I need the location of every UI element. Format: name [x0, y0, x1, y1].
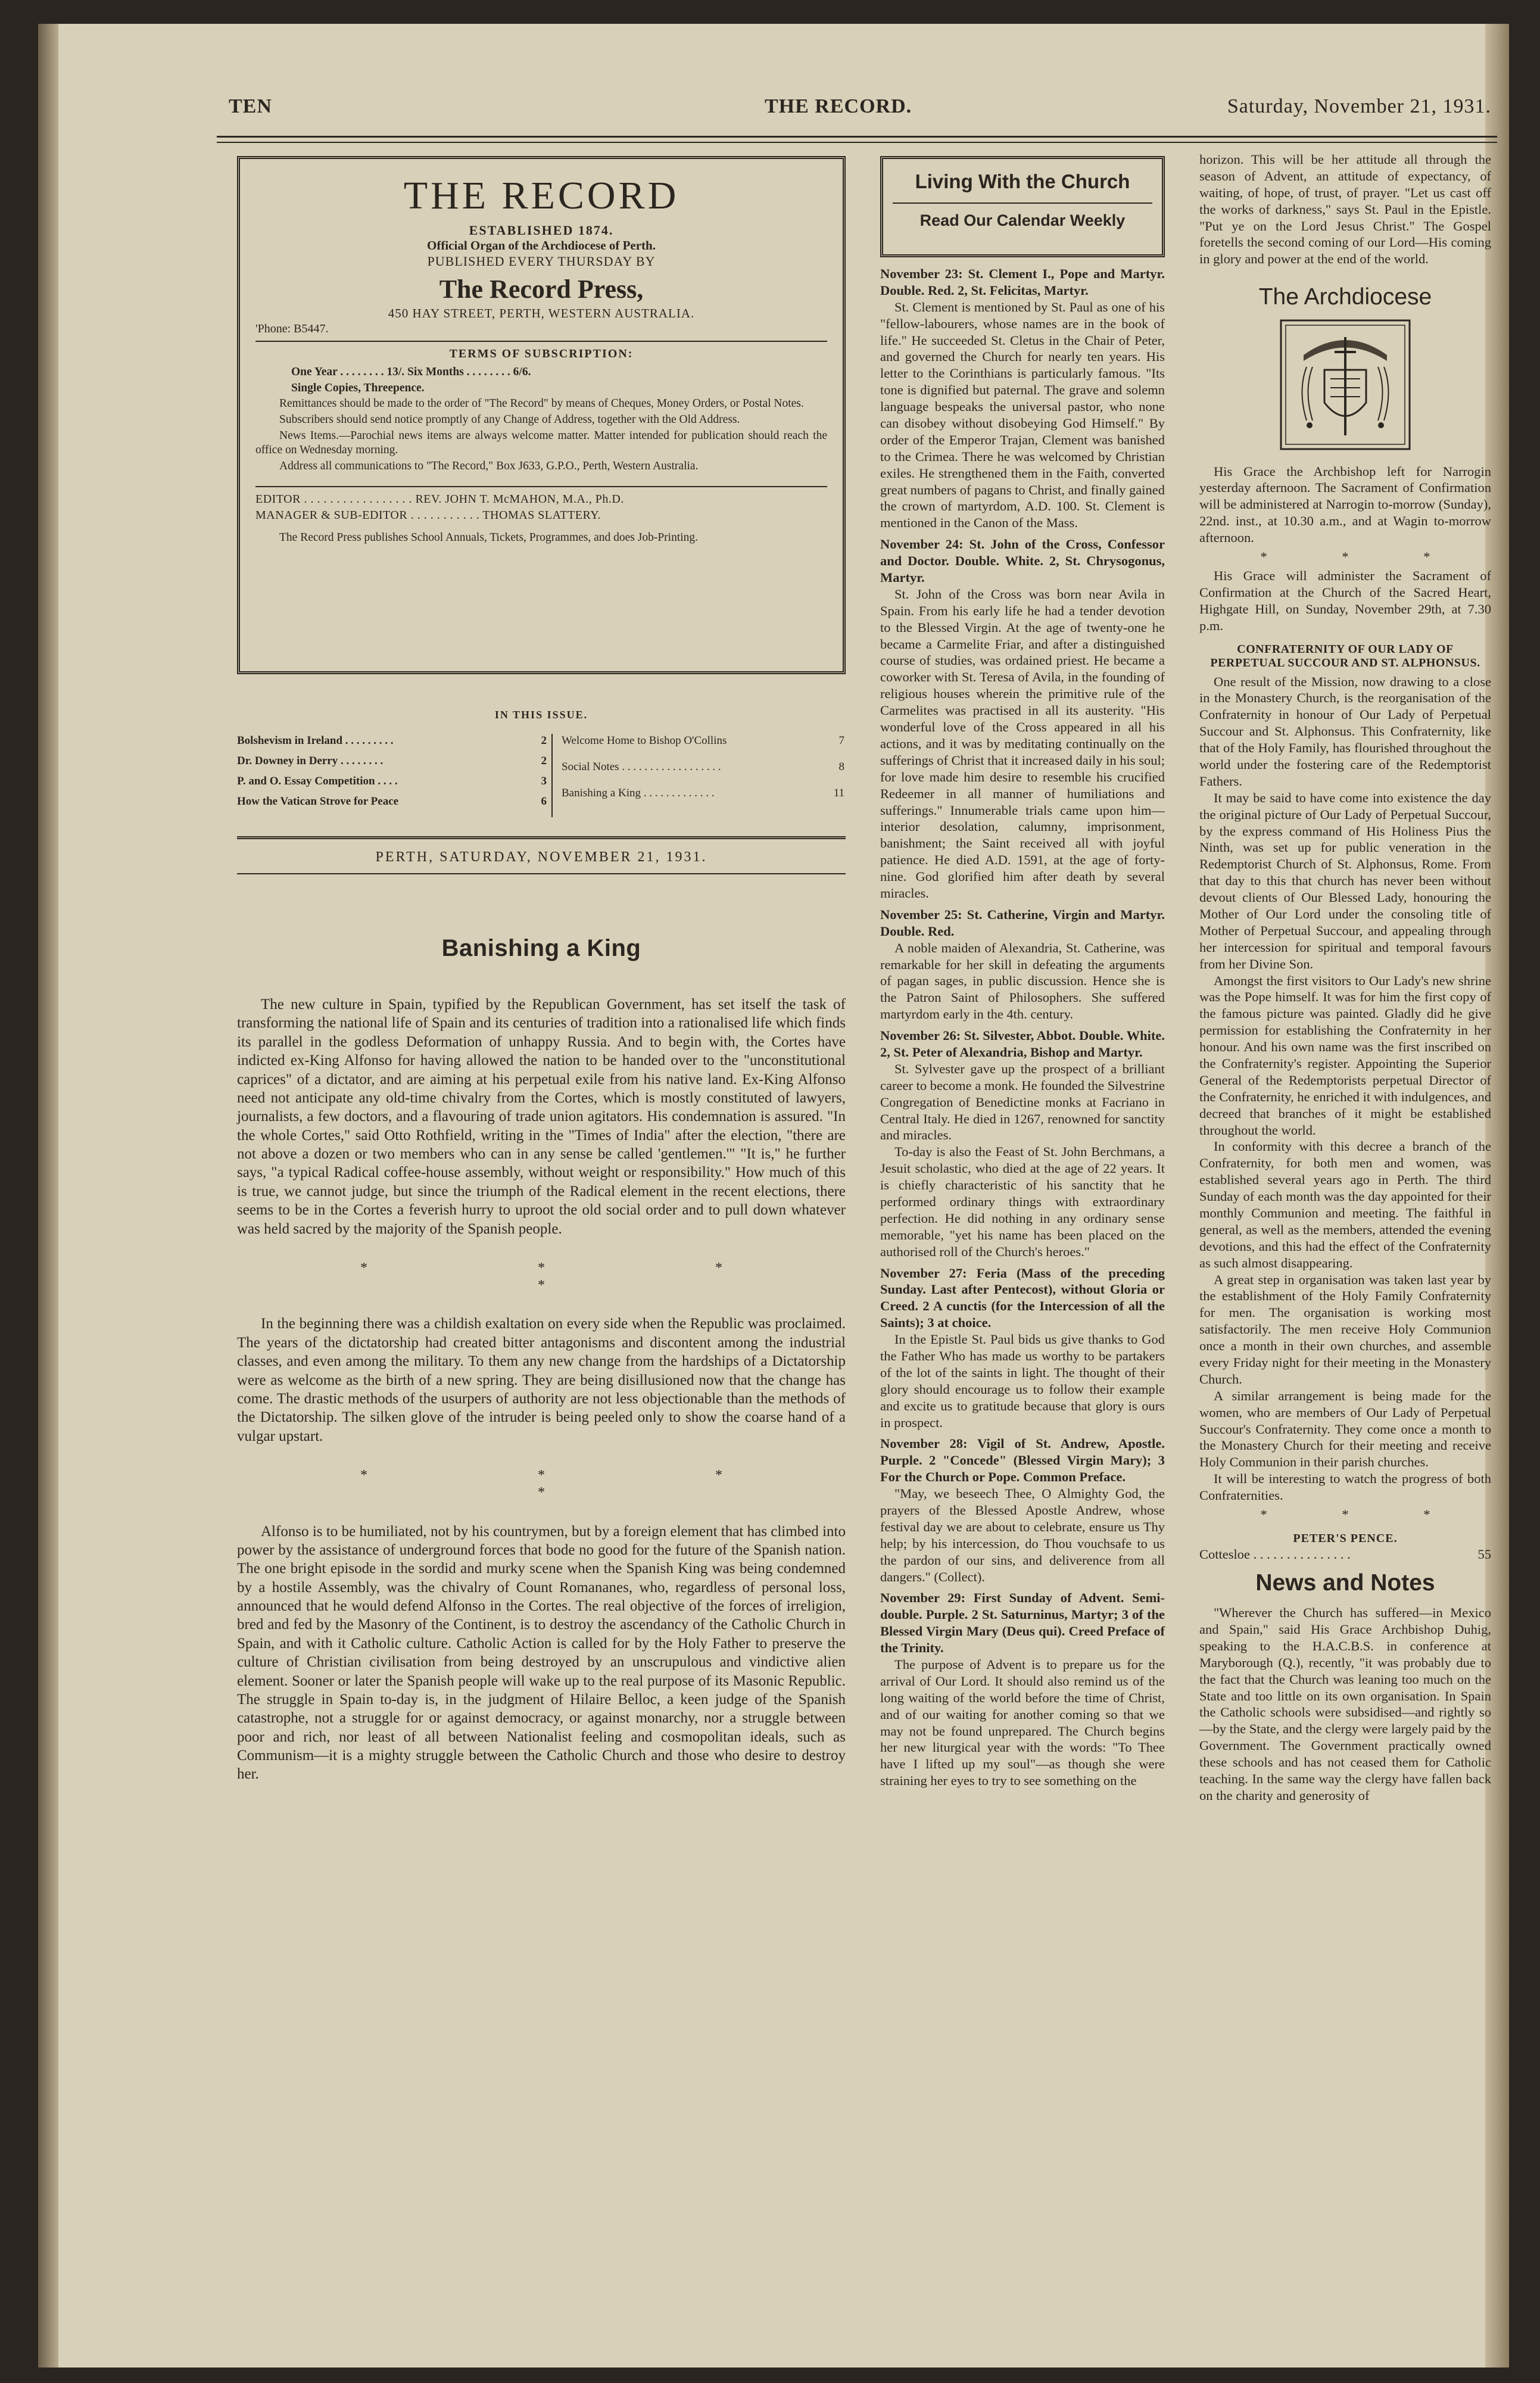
masthead-divider: [255, 341, 827, 342]
peters-pence-row: [1199, 1546, 1491, 1563]
calendar-box-title: Living With the Church: [915, 170, 1130, 192]
contents-item[interactable]: Banishing a King . . . . . . . . . . . . . 11: [562, 786, 844, 799]
published-line: PUBLISHED EVERY THURSDAY BY: [427, 253, 656, 269]
advent-continuation: horizon. This will be her attitude all through the season of Advent, an attitude of expectancy, of waiting, of hope, of trust, of prayer. "Let us cast off the works of darkness," says St. Paul in the Epistle. "Put ye on the Lord Jesus Christ." The Gospel foretells the second coming of our Lord—His coming in glory and power at the end of the world.: [1199, 152, 1491, 267]
section-break: * * * *: [360, 1260, 806, 1294]
subscription-rates: One Year . . . . . . . . 13/. Six Months . . . . . . . . 6/6.: [291, 365, 531, 378]
section-break: * * *: [1260, 1507, 1466, 1522]
confraternity-paragraph: In conformity with this decree a branch of the Confraternity, for both men and women, was established several years ago in Perth. The third Sunday of each month was the day appointed for their monthly Communion and meeting. The faithful in general, as well as the members, attended the evening devotions, and this had the effect of the Confraternity as such almost disappearing.: [1199, 1139, 1491, 1270]
dateline-rule: [237, 873, 846, 874]
confraternity-paragraph: A great step in organisation was taken last year by the establishment of the Holy Family Confraternity for men. The organisation is working most satisfactorily. The men receive Holy Communion once a month in their own churches, and assemble every Friday night for their meeting in the Monastery Church.: [1199, 1272, 1491, 1387]
press-phone: 'Phone: B5447.: [255, 322, 329, 336]
manager-line: MANAGER & SUB-EDITOR . . . . . . . . . . . THOMAS SLATTERY.: [255, 508, 601, 522]
peters-pence-heading: PETER'S PENCE.: [1293, 1531, 1398, 1545]
contents-divider: [551, 734, 553, 817]
issue-date: Saturday, November 21, 1931.: [1227, 95, 1491, 117]
contents-item[interactable]: P. and O. Essay Competition . . . . 3: [237, 774, 547, 787]
feast-heading: November 29: First Sunday of Advent. Semi-double. Purple. 2 St. Saturninus, Martyr; 3 of the Blessed Virgin Mary (Deus qui). Creed Preface of the Trinity.: [880, 1590, 1165, 1656]
terms-heading: TERMS OF SUBSCRIPTION:: [449, 347, 634, 361]
feast-text: In the Epistle St. Paul bids us give thanks to God the Father Who has made us worthy to be partakers of the lot of the saints in light. The thought of their glory should encourage us to follow their example and excite us to gratitude because that glory is ours in prospect.: [880, 1332, 1165, 1430]
feast-text: To-day is also the Feast of St. John Berchmans, a Jesuit scholastic, who died at the age of 22 years. It is chiefly characteristic of his sanctity that he performed ordinary things with extraordinary perfection. He did nothing in any ordinary sense memorable, "yet his name has been placed on the authorised roll of the Church's heroes.": [880, 1144, 1165, 1259]
job-printing-note: The Record Press publishes School Annuals, Tickets, Programmes, and does Job-Printing.: [279, 531, 699, 544]
in-this-issue-heading: IN THIS ISSUE.: [494, 709, 588, 721]
news-and-notes-heading: News and Notes: [1255, 1569, 1435, 1596]
press-address: 450 HAY STREET, PERTH, WESTERN AUSTRALIA.: [388, 306, 695, 321]
official-organ-line: Official Organ of the Archdiocese of Perth.: [427, 238, 656, 253]
confraternity-paragraph: One result of the Mission, now drawing to a close in the Monastery Church, is the reorganisation of the Confraternity in honour of Our Lady of Perpetual Succour and St. Alphonsus. This Confraternity, like that of the Holy Family, has flourished throughout the world under the fostering care of the Redemptorist Fathers.: [1199, 674, 1491, 789]
editorial-paragraph: Alfonso is to be humiliated, not by his countrymen, but by a foreign element that has climbed into power by the assistance of underground forces that bode no good for the future of the Spanish nation. The one bright episode in the sordid and murky scene when the Spanish King was being condemned by a hostile Assembly, was the chivalry of Count Romananes, who, regardless of personal loss, announced that he would defend Alfonso in the Cortes. The real objective of the forces of irreligion, bred and fed by the Masonry of the Continent, is to destroy the ascendancy of the Catholic Church in Spain, and with it Catholic culture. Catholic Action is called for by the Holy Father to preserve the culture of Christian civilisation from being destroyed by an unscrupulous and vindictive alien element. Sooner or later the Spanish people will wake up to the real purpose of its Masonic Republic. The struggle in Spain to-day is, in the judgment of Hilaire Belloc, a keen judge of the Spanish catastrophe, not a struggle for or against democracy, or against monarchy, nor a struggle between poor and rich, nor least of all between Nationalist feeling and cosmopolitan ideals, such as Communism—it is a mighty struggle between the Catholic Church and those who desire to destroy her.: [237, 1523, 846, 1783]
feast-text: A noble maiden of Alexandria, St. Catherine, was remarkable for her skill in defeating the arguments of pagan sages, in public discussion. Hence she is the Patron Saint of Philosophers. She suffered martyrdom early in the 4th. century.: [880, 940, 1165, 1022]
archdiocese-paragraph: His Grace will administer the Sacrament of Confirmation at the Church of the Sacred Heart, Highgate Hill, on Sunday, November 29th, at 7.30 p.m.: [1199, 568, 1491, 633]
feast-text: St. Sylvester gave up the prospect of a brilliant career to become a monk. He founded the Silvestrine Congregation of Benedictine monks at Facriano in Central Italy. He died in 1267, renowned for sanctity and miracles.: [880, 1061, 1165, 1143]
section-break: * * *: [1260, 549, 1466, 565]
contents-list: [237, 734, 846, 823]
calendar-box: [880, 156, 1165, 257]
editorial-paragraph: In the beginning there was a childish exaltation on every side when the Republic was proclaimed. The years of the dictatorship had created bitter antagonisms and discontent among the industrial classes, and even among the military. To them any new change from the hardships of a Dictatorship were as welcome as the birth of a new spring. They are being disillusioned now that the change has come. The drastic methods of the usurpers of authority are not less objectionable than the methods of the Dictatorship. The silken glove of the intruder is being peeled only to show the coarse hand of a vulgar upstart.: [237, 1316, 846, 1444]
page-binding: [38, 24, 58, 2368]
confraternity-paragraph: A similar arrangement is being made for the women, who are members of Our Lady of Perpetual Succour's Confraternity. They come once a month to the Monastery Church for their meeting and receive Holy Communion in their parish churches.: [1199, 1388, 1491, 1470]
address-communications: Address all communications to "The Record," Box J633, G.P.O., Perth, Western Australia.: [279, 459, 699, 472]
newspaper-page: [38, 24, 1509, 2368]
feast-text: "May, we beseech Thee, O Almighty God, the prayers of the Blessed Apostle Andrew, whose festival day we are about to celebrate, ensure us Thy help; by his intercession, do Thou vouchsafe to us the pardon of our sins, and deliverence from all dangers." (Collect).: [880, 1486, 1165, 1584]
contents-item[interactable]: Social Notes . . . . . . . . . . . . . . . . . . 8: [562, 760, 844, 773]
contents-item[interactable]: Welcome Home to Bishop O'Collins 7: [562, 734, 844, 747]
feast-heading: November 26: St. Silvester, Abbot. Double. White. 2, St. Peter of Alexandria, Bishop and Martyr.: [880, 1028, 1165, 1060]
column-right: [1199, 151, 1491, 1804]
calendar-box-subtitle: Read Our Calendar Weekly: [919, 211, 1126, 229]
news-items-note: News Items.—Parochial news items are always welcome matter. Matter intended for publication should reach the office on Wednesday morning.: [255, 429, 827, 456]
masthead-box: [237, 156, 846, 674]
confraternity-heading: CONFRATERNITY OF OUR LADY OF PERPETUAL SUCCOUR AND ST. ALPHONSUS.: [1210, 642, 1480, 669]
subscribers-note: Subscribers should send notice promptly of any Change of Address, together with the Old Address.: [279, 413, 740, 426]
confraternity-paragraph: It may be said to have come into existence the day the original picture of Our Lady of Perpetual Succour, by the express command of His Holiness Pius the Ninth, was set up for public veneration in the Redemptorist Church of St. Alphonsus, Rome. From that day to this that church has never been without devout clients of Our Blessed Lady, honouring the Mother of Our Lord under the consoling title of Mother of Perpetual Succour, and appealing through her intercession for spiritual and temporal favours from her Divine Son.: [1199, 790, 1491, 971]
archdiocese-paragraph: His Grace the Archbishop left for Narrogin yesterday afternoon. The Sacrament of Confirmation will be administered at Narrogin to-morrow (Sunday), 22nd. inst., at 10.30 a.m., and at Wagin to-morrow afternoon.: [1199, 463, 1491, 546]
feast-text: The purpose of Advent is to prepare us for the arrival of Our Lord. It should also remind us of the long waiting of the world before the time of Christ, and of our waiting for another coming so that we may not be found unprepared. The Church begins her new liturgical year with the words: "To Thee have I lifted up my soul"—as though she were straining her eyes to try to see something on the: [880, 1657, 1165, 1789]
dateline-rule: [237, 836, 846, 839]
feast-text: St. Clement is mentioned by St. Paul as one of his "fellow-labourers, whose names are in the book of life." He succeeded St. Cletus in the Chair of Peter, and governed the Church for nearly ten years. His letter to the Corinthians is particularly famous. "Its tone is dignified but paternal. The grave and solemn language bespeaks the universal pastor, who none can disobey without disobeying God Himself." By order of the Emperor Trajan, Clement was banished to the Crimea. There he was welcomed by Christian exiles. He strengthened them in the Faith, converted great numbers of pagans to Christ, and finally gained the crown of martyrdom, A.D. 100. St. Clement is mentioned in the Canon of the Mass.: [880, 299, 1165, 531]
paper-name: THE RECORD.: [765, 95, 912, 117]
pence-amount: 55: [1477, 1546, 1491, 1562]
feast-heading: November 25: St. Catherine, Virgin and Martyr. Double. Red.: [880, 907, 1165, 939]
column-middle: [880, 156, 1165, 1789]
masthead-title: THE RECORD: [403, 174, 679, 217]
remittances-note: Remittances should be made to the order of "The Record" by means of Cheques, Money Orders, or Postal Notes.: [279, 397, 804, 410]
page-label: TEN: [229, 95, 272, 117]
contents-item[interactable]: How the Vatican Strove for Peace 6: [237, 795, 547, 808]
single-copies: Single Copies, Threepence.: [291, 381, 425, 394]
calendar-box-divider: [893, 203, 1152, 204]
feast-heading: November 23: St. Clement I., Pope and Martyr. Double. Red. 2, St. Felicitas, Martyr.: [880, 266, 1165, 298]
masthead-divider: [255, 486, 827, 487]
editorial-title: Banishing a King: [441, 935, 641, 962]
established-line: ESTABLISHED 1874.: [469, 222, 614, 238]
press-name: The Record Press,: [439, 274, 644, 304]
header-rule: [217, 136, 1497, 143]
confraternity-paragraph: It will be interesting to watch the progress of both Confraternities.: [1199, 1471, 1491, 1503]
confraternity-paragraph: Amongst the first visitors to Our Lady's new shrine was the Pope himself. It was for him the first copy of the famous picture was painted. Gladly did he give permission for establishing the Confraternity in her honour. And his own name was the first inscribed on the Confraternity's register. Appointing the Superior General of the Redemptorists perpetual Director of the Confraternity, he enriched it with indulgences, and decreed that branches of it might be established throughout the world.: [1199, 973, 1491, 1138]
news-paragraph: "Wherever the Church has suffered—in Mexico and Spain," said His Grace Archbishop Duhig, speaking to the H.A.C.B.S. in conference at Maryborough (Q.), recently, "it was probably due to the fact that the Church was leaning too much on the State and too little on its own organisation. In Spain the Catholic schools were subsidised—and rightly so—by the State, and the clergy were largely paid by the Government. The Government practically owned these schools and has not ceased them for Catholic teaching. In the same way the clergy have fallen back on the charity and generosity of: [1199, 1605, 1491, 1803]
feast-heading: November 24: St. John of the Cross, Confessor and Doctor. Double. White. 2, St. Chrysogonus, Martyr.: [880, 537, 1165, 585]
section-break: * * * *: [360, 1468, 806, 1501]
dateline: PERTH, SATURDAY, NOVEMBER 21, 1931.: [375, 849, 707, 865]
archdiocese-crest-icon: [1280, 319, 1411, 450]
feast-heading: November 27: Feria (Mass of the preceding Sunday. Last after Pentecost), without Gloria or Creed. 2 A cunctis (for the Intercession of all the Saints); 3 at choice.: [880, 1265, 1165, 1331]
column-left: [237, 156, 846, 1784]
running-head: [229, 95, 1491, 131]
feast-text: St. John of the Cross was born near Avila in Spain. From his early life he had a tender devotion to the Blessed Virgin. At the age of twenty-one he became a Carmelite Friar, and after a distinguished course of studies, was ordained priest. He became a coworker with St. Teresa of Avila, in the founding of religious houses wherein the primitive rule of the Carmelites was practised in all its austerity. "His wonderful love of the Cross appeared in all his actions, and it was by meditating continually on the sufferings of Christ that it increased daily in his soul; for love made him desire to resemble his crucified Redeemer in all manner of humiliations and sufferings." Innumerable trials came upon him—interior desolation, calumny, imprisonment, banishment; the Saint received all with joyful patience. He died A.D. 1591, at the age of forty-nine. God glorified him after death by several miracles.: [880, 586, 1165, 901]
editorial-paragraph: The new culture in Spain, typified by the Republican Government, has set itself the task of transforming the national life of Spain and its centuries of tradition into a rationalised life which finds its parallel in the godless Deformation of unhappy Russia. And to begin with, the Cortes have indicted ex-King Alfonso for having allowed the nation to be handed over to the "unconstitutional caprices" of a dictator, and are aiming at his perpetual exile from his native land. Ex-King Alfonso need not anticipate any old-time chivalry from the Cortes, which is mostly constituted of lawyers, journalists, a few doctors, and a flavouring of trade union agitators. His condemnation is assured. "In the whole Cortes," said Otto Rothfield, writing in the "Times of India" after the election, "there are not above a dozen or two members who can in any sense be called 'gentlemen.'" "It is," he further says, "a typical Radical coffee-house assembly, without weight or responsibility." How much of this is true, we cannot judge, but since the triumph of the Radical element in the recent elections, there seems to be in the Cortes a feverish hurry to uproot the old social order and to pull down whatever was held sacred by the majority of the Spanish people.: [237, 996, 846, 1237]
editor-line: EDITOR . . . . . . . . . . . . . . . . . REV. JOHN T. McMAHON, M.A., Ph.D.: [255, 493, 624, 506]
archdiocese-heading: The Archdiocese: [1258, 284, 1432, 310]
contents-item[interactable]: Bolshevism in Ireland . . . . . . . . . 2: [237, 734, 547, 747]
contents-item[interactable]: Dr. Downey in Derry . . . . . . . . 2: [237, 754, 547, 767]
pence-place: Cottesloe . . . . . . . . . . . . . . .: [1199, 1546, 1351, 1562]
feast-heading: November 28: Vigil of St. Andrew, Apostle. Purple. 2 "Concede" (Blessed Virgin Mary); 3 For the Church or Pope. Common Preface.: [880, 1436, 1165, 1485]
